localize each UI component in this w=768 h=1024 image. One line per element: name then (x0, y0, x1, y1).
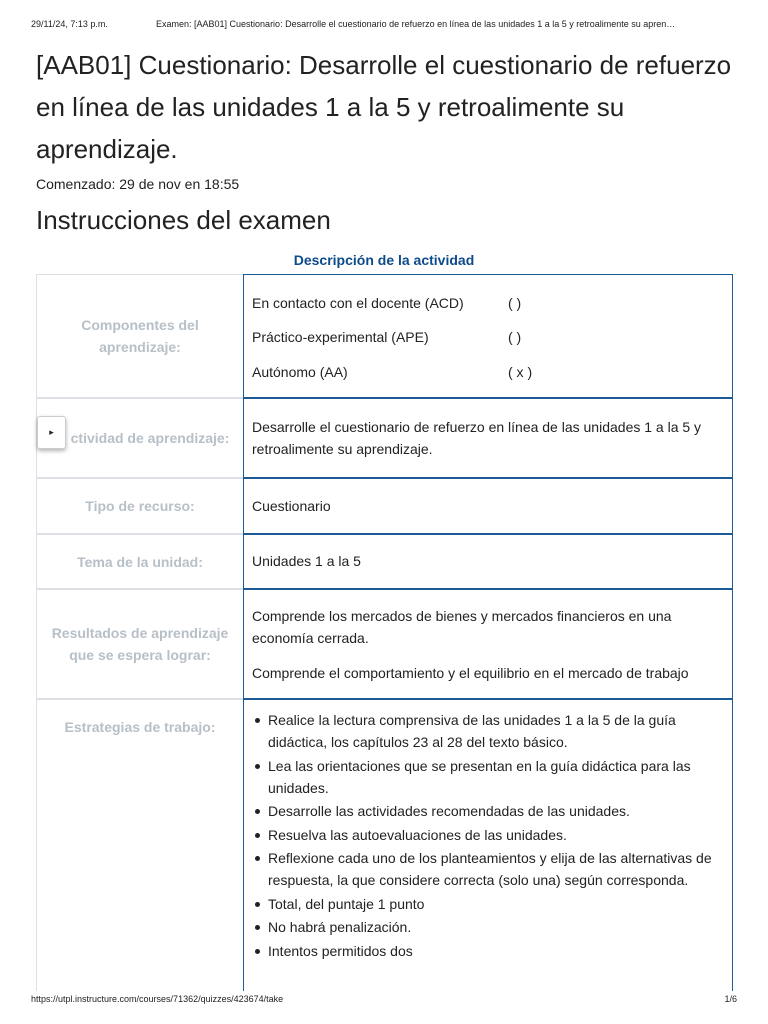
component-ape-mark: ( ) (508, 329, 522, 345)
strategies-label: Estrategias de trabajo: (64, 719, 216, 735)
instructions-heading: Instrucciones del examen (36, 205, 331, 235)
topic-label: Tema de la unidad: (77, 553, 203, 570)
component-aa-label: Autónomo (AA) (252, 364, 348, 380)
resource-label-cell (36, 478, 243, 534)
list-item: Reflexione cada uno de los planteamientos y elija de las alternativas de respuesta, la que considere correcta (solo una) según corresponda. (246, 847, 724, 891)
component-aa-mark: ( x ) (508, 364, 533, 380)
strategies-label-cell (36, 699, 243, 991)
print-footer (0, 990, 768, 1010)
activity-label: ctividad de aprendizaje: (70, 430, 230, 446)
page-number: 1/6 (724, 994, 737, 1004)
quiz-started-time: Comenzado: 29 de nov en 18:55 (36, 176, 240, 192)
component-ape-label: Práctico-experimental (APE) (252, 329, 429, 345)
outcomes-label-cell (36, 589, 243, 699)
components-label-cell (36, 274, 243, 398)
quiz-title: [AAB01] Cuestionario: Desarrolle el cuestionario de refuerzo en línea de las unidades 1 a la 5 y retroalimente su aprendizaje. (36, 50, 732, 164)
resource-value: Cuestionario (252, 498, 331, 514)
resource-value-cell (243, 478, 733, 534)
expand-button[interactable] (37, 416, 66, 449)
component-acd-mark: ( ) (508, 295, 522, 311)
outcomes-value-cell (243, 589, 733, 699)
components-label: Componentes del aprendizaje: (81, 317, 199, 355)
resource-label: Tipo de recurso: (85, 498, 195, 514)
topic-value: Unidades 1 a la 5 (252, 553, 361, 569)
activity-value-cell (243, 398, 733, 478)
topic-value-cell (243, 534, 733, 589)
list-item: Realice la lectura comprensiva de las unidades 1 a la 5 de la guía didáctica, los capítulos 23 al 28 del texto básico. (246, 709, 724, 753)
activity-label-cell (36, 398, 243, 478)
list-item: No habrá penalización. (246, 916, 724, 938)
list-item: Intentos permitidos dos (246, 940, 724, 962)
table-caption: Descripción de la actividad (293, 252, 475, 268)
activity-value: Desarrolle el cuestionario de refuerzo en línea de las unidades 1 a la 5 y retroalimente su aprendizaje. (252, 419, 702, 457)
outcome-item: Comprende los mercados de bienes y mercados financieros en una economía cerrada. (252, 608, 672, 646)
list-item: Desarrolle las actividades recomendadas de las unidades. (246, 800, 724, 822)
outcome-item: Comprende el comportamiento y el equilibrio en el mercado de trabajo (252, 665, 689, 681)
print-date: 29/11/24, 7:13 p.m. (31, 19, 108, 29)
outcomes-label: Resultados de aprendizaje que se espera lograr: (51, 625, 229, 663)
list-item: Total, del puntaje 1 punto (246, 893, 724, 915)
component-acd-label: En contacto con el docente (ACD) (252, 295, 464, 311)
print-header (0, 0, 768, 40)
topic-label-cell (36, 534, 243, 589)
list-item: Resuelva las autoevaluaciones de las unidades. (246, 824, 724, 846)
play-arrow-icon: ▸ (49, 427, 54, 437)
strategies-value-cell (243, 699, 733, 991)
print-url: https://utpl.instructure.com/courses/71362/quizzes/423674/take (31, 994, 284, 1004)
components-value-cell (243, 274, 733, 398)
print-document-title: Examen: [AAB01] Cuestionario: Desarrolle el cuestionario de refuerzo en línea de las unidades 1 a la 5 y retroalimente su apren… (156, 19, 676, 29)
list-item: Lea las orientaciones que se presentan en la guía didáctica para las unidades. (246, 755, 724, 799)
strategies-list (246, 709, 724, 962)
